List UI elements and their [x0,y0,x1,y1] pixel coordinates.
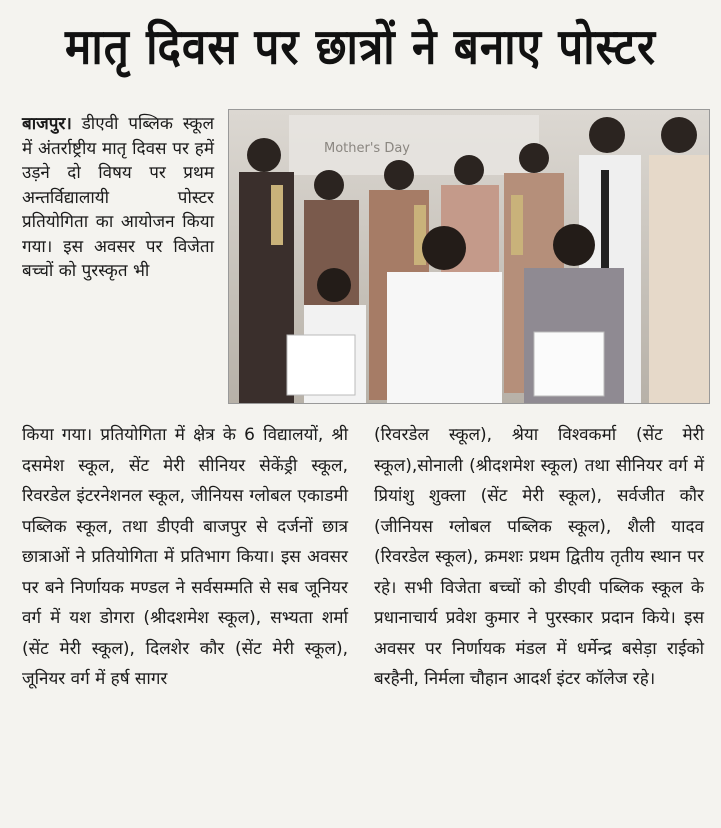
photo-illustration [229,110,709,403]
article-body-1: किया गया। प्रतियोगिता में क्षेत्र के 6 विद्यालयों, श्री दसमेश स्कूल, सेंट मेरी सीनियर सेकेंड्री स्कूल, रिवरडेल इंटरनेशनल स्कूल, जीनियस ग्लोबल एकाडमी पब्लिक स्कूल, तथा डीएवी बाजपुर से दर्जनों छात्र छात्राओं ने प्रतियोगिता में प्रतिभाग किया। इस अवसर पर बने निर्णायक मण्डल ने सर्वसम्मति से सब जूनियर वर्ग में यश डोगरा (श्रीदशमेश स्कूल), सभ्यता शर्मा (सेंट मेरी स्कूल), दिलशेर कौर (सेंट मेरी स्कूल), जूनियर वर्ग में हर्ष सागर [22,425,348,689]
headline: मातृ दिवस पर छात्रों ने बनाए पोस्टर [65,18,656,76]
lead-text: डीएवी पब्लिक स्कूल में अंतर्राष्ट्रीय मातृ दिवस पर हमें उड़ने दो विषय पर प्रथम अन्तर्विद्यालायी पोस्टर प्रतियोगिता का आयोजन किया गया। इस अवसर पर विजेता बच्चों को पुरस्कृत भी [22,114,215,281]
person-head [384,160,414,190]
person-head [553,224,595,266]
person-head [317,268,351,302]
person-head [661,117,697,153]
trophy [511,195,523,255]
person-head [519,143,549,173]
person-head [454,155,484,185]
person-head [422,226,466,270]
person-body [649,155,709,403]
certificate [287,335,355,395]
person-head [589,117,625,153]
person-head [247,138,281,172]
dateline: बाजपुर। [22,114,72,134]
news-photo [228,109,710,404]
article-column-2 [374,420,704,695]
person-body [239,172,294,403]
person-head [314,170,344,200]
certificate [534,332,604,396]
article-body-2: (रिवरडेल स्कूल), श्रेया विश्वकर्मा (सेंट मेरी स्कूल),सोनाली (श्रीदशमेश स्कूल) तथा सीनियर वर्ग में प्रियांशु शुक्ला (सेंट मेरी स्कूल), सर्वजीत कौर (जीनियस ग्लोबल पब्लिक स्कूल), शैली यादव (रिवरडेल स्कूल), क्रमशः प्रथम द्वितीय तृतीय स्थान पर रहे। सभी विजेता बच्चों को डीएवी पब्लिक स्कूल के प्रधानाचार्य प्रवेश कुमार ने पुरस्कार प्रदान किये। इस अवसर पर निर्णायक मंडल में धर्मेन्द्र बसेड़ा राईको बरहैनी, निर्मला चौहान आदर्श इंटर कॉलेज रहे। [374,425,704,689]
person-body [387,272,502,403]
banner-text: Mother's Day [324,141,410,156]
article-lead-column [22,112,214,284]
trophy [271,185,283,245]
article-column-1 [22,420,348,695]
